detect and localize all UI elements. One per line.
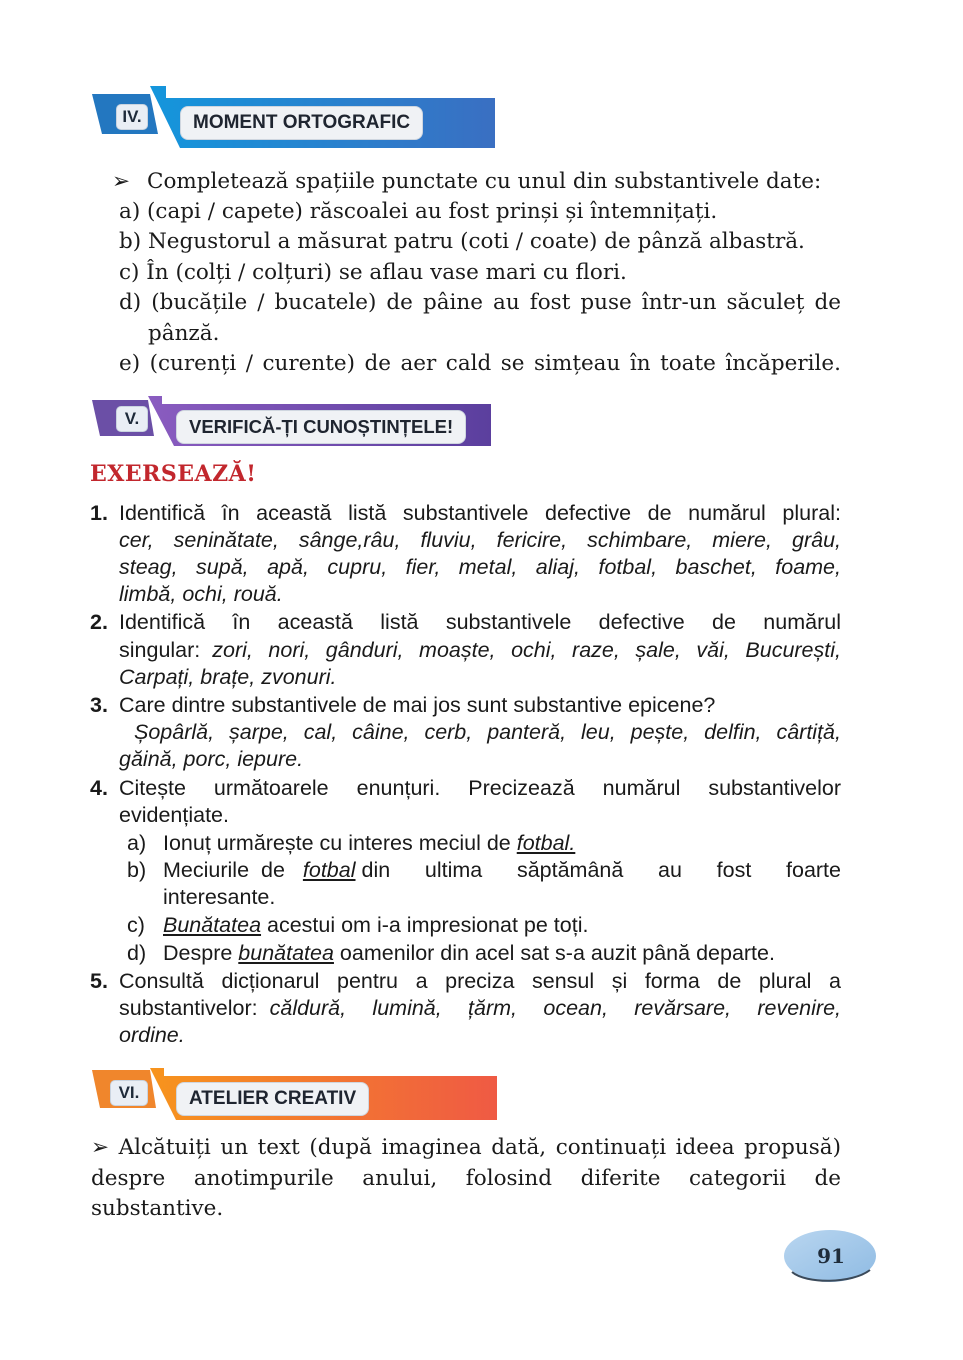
exercise-4a-sentence	[163, 830, 575, 858]
atelier-line3: substantive.	[91, 1196, 224, 1221]
ortografic-item-d-line2: pânză.	[148, 321, 220, 346]
exercise-4a-underlined: fotbal.	[516, 831, 576, 855]
exercise-1-line3: steag, supă, apă, cupru, fier, metal, aliaj, fotbal, baschet, foame,	[119, 555, 841, 579]
exercise-5-line2-words: căldură, lumină, țărm, ocean, revărsare, revenire,	[269, 996, 841, 1020]
exercise-1-line1: Identifică în această listă substantivele defective de numărul plural:	[119, 501, 841, 525]
exercise-4b-line2: interesante.	[163, 885, 276, 909]
exercise-2-line3: Carpați, brațe, zvonuri.	[119, 665, 337, 689]
exercise-4a-label: a)	[127, 831, 147, 855]
ortografic-item-c: c) În (colți / colțuri) se aflau vase mari cu flori.	[119, 260, 627, 285]
exercise-4b-label: b)	[127, 858, 147, 882]
exercise-4b-sentence	[163, 857, 841, 885]
ortografic-item-b: b) Negustorul a măsurat patru (coti / coate) de pânză albastră.	[119, 229, 805, 254]
exercise-4b-underlined: fotbal	[302, 858, 356, 882]
atelier-line1: ➢ Alcătuiți un text (după imaginea dată, continuați ideea propusă)	[91, 1135, 841, 1160]
ortografic-item-a: a) (capi / capete) răscoalei au fost prinși și întemnițați.	[119, 199, 718, 224]
exercise-1-line4: limbă, ochi, rouă.	[119, 582, 283, 606]
section-iv-banner	[92, 86, 496, 136]
exercise-5-line3: ordine.	[119, 1023, 185, 1047]
exercise-4d-underlined: bunătatea	[238, 941, 334, 965]
exercise-2-line2-words: zori, nori, gânduri, moaște, ochi, raze, șale, văi, București,	[212, 638, 841, 662]
exercise-4c-post: acestui om i-a impresionat pe toți.	[261, 913, 589, 937]
exercise-4a-text: Ionuț urmărește cu interes meciul de	[163, 831, 517, 855]
exercise-5-line2	[119, 995, 841, 1023]
exercise-4c-label: c)	[127, 913, 145, 937]
exercise-3-number: 3.	[90, 693, 108, 717]
ortografic-instruction: Completează spațiile punctate cu unul din substantivele date:	[147, 169, 822, 194]
section-v-number: V.	[116, 406, 148, 432]
exercise-5-line2-label: substantivelor:	[119, 996, 264, 1020]
exercise-4d-pre: Despre	[163, 941, 239, 965]
exercise-3-line2: Șopârlă, șarpe, cal, câine, cerb, panteră, leu, pește, delfin, cârtiță,	[134, 720, 841, 744]
exercise-3-line1: Care dintre substantivele de mai jos sunt substantive epicene?	[119, 693, 716, 717]
exercise-4-number: 4.	[90, 776, 108, 800]
section-v-banner	[92, 396, 492, 446]
section-vi-banner	[92, 1068, 498, 1118]
exercise-4b-post: din ultima săptămână au fost foarte	[361, 858, 841, 882]
exercise-4c-underlined: Bunătatea	[163, 913, 262, 937]
ortografic-item-e: e) (curenți / curente) de aer cald se simțeau în toate încăperile.	[119, 351, 841, 376]
page-number: 91	[817, 1244, 845, 1268]
exercise-5-line1: Consultă dicționarul pentru a preciza sensul și forma de plural a	[119, 969, 841, 993]
section-iv-number: IV.	[116, 104, 148, 130]
exercise-4-line1: Citește următoarele enunțuri. Precizează numărul substantivelor	[119, 776, 841, 800]
exercise-2-number: 2.	[90, 610, 108, 634]
exercise-4d-post: oamenilor din acel sat s-a auzit până departe.	[333, 941, 775, 965]
ortografic-item-d-line1: d) (bucățile / bucatele) de pâine au fost puse într-un săculeț de	[119, 290, 841, 315]
exercise-1-number: 1.	[90, 501, 108, 525]
exercise-1-line2: cer, seninătate, sânge,râu, fluviu, fericire, schimbare, miere, grâu,	[119, 528, 841, 552]
ortografic-bullet: ➢	[112, 169, 131, 194]
exercise-2-line1: Identifică în această listă substantivele defective de numărul	[119, 610, 841, 634]
section-iv-title: MOMENT ORTOGRAFIC	[180, 106, 423, 140]
atelier-line2: despre anotimpurile anului, folosind diferite categorii de	[91, 1166, 841, 1191]
exercise-3-line3: găină, porc, iepure.	[119, 747, 304, 771]
section-vi-title: ATELIER CREATIV	[176, 1082, 369, 1116]
exerseaza-heading: EXERSEAZĂ!	[90, 461, 257, 487]
exercise-2-line2	[119, 637, 841, 665]
exercise-4b-pre: Meciurile de	[163, 858, 297, 882]
section-v-title: VERIFICĂ-ȚI CUNOȘTINȚELE!	[176, 410, 466, 444]
section-vi-number: VI.	[110, 1080, 148, 1106]
exercise-4-line2: evidențiate.	[119, 803, 229, 827]
exercise-5-number: 5.	[90, 969, 108, 993]
exercise-4c-sentence	[163, 912, 588, 940]
exercise-2-line2-label: singular:	[119, 638, 207, 662]
exercise-4d-label: d)	[127, 941, 147, 965]
exercise-4d-sentence	[163, 940, 775, 968]
